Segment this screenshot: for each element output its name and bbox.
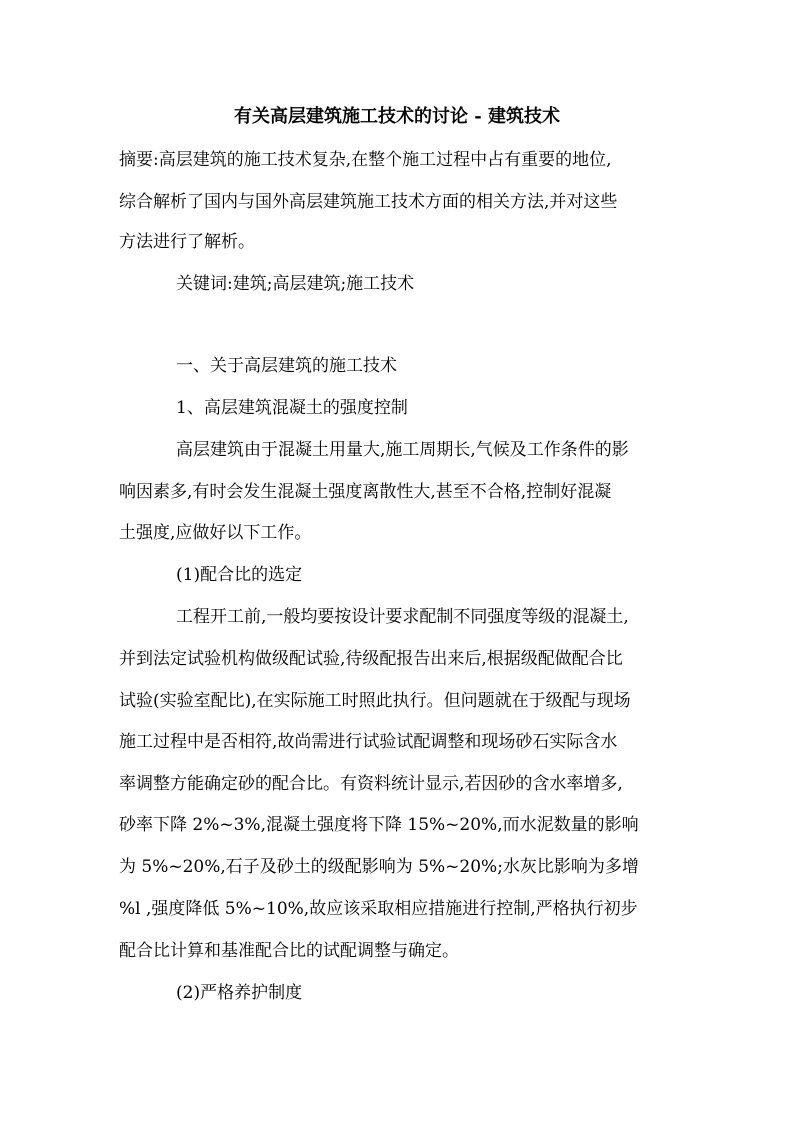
paragraph-line: 率调整方能确定砂的配合比。有资料统计显示,若因砂的含水率增多, — [119, 774, 623, 794]
section-heading: 一、关于高层建筑的施工技术 — [176, 356, 397, 376]
paragraph-line: 土强度,应做好以下工作。 — [119, 523, 312, 543]
paragraph-line: 砂率下降 2%~3%,混凝土强度将下降 15%~20%,而水泥数量的影响 — [119, 815, 639, 835]
paragraph-line: %l ,强度降低 5%~10%,故应该采取相应措施进行控制,严格执行初步 — [119, 899, 638, 919]
paragraph-line: 高层建筑由于混凝土用量大,施工周期长,气候及工作条件的影 — [176, 440, 629, 460]
paragraph-line: 响因素多,有时会发生混凝土强度离散性大,甚至不合格,控制好混凝 — [119, 482, 612, 502]
item-heading-1: (1)配合比的选定 — [176, 565, 303, 585]
abstract-line-3: 方法进行了解析。 — [119, 232, 255, 252]
subsection-heading: 1、高层建筑混凝土的强度控制 — [176, 398, 408, 418]
paragraph-line: 配合比计算和基准配合比的试配调整与确定。 — [119, 941, 459, 961]
paragraph-line: 工程开工前,一般均要按设计要求配制不同强度等级的混凝土, — [176, 607, 629, 627]
keywords-line: 关键词:建筑;高层建筑;施工技术 — [176, 274, 415, 294]
abstract-line-1: 摘要:高层建筑的施工技术复杂,在整个施工过程中占有重要的地位, — [119, 150, 612, 170]
abstract-line-2: 综合解析了国内与国外高层建筑施工技术方面的相关方法,并对这些 — [119, 192, 618, 212]
item-heading-2: (2)严格养护制度 — [176, 983, 303, 1003]
paragraph-line: 试验(实验室配比),在实际施工时照此执行。但问题就在于级配与现场 — [119, 691, 631, 711]
paragraph-line: 并到法定试验机构做级配试验,待级配报告出来后,根据级配做配合比 — [119, 649, 623, 669]
paragraph-line: 施工过程中是否相符,故尚需进行试验试配调整和现场砂石实际含水 — [119, 732, 618, 752]
document-title: 有关高层建筑施工技术的讨论 - 建筑技术 — [233, 106, 560, 127]
paragraph-line: 为 5%~20%,石子及砂土的级配影响为 5%~20%;水灰比影响为多增 — [119, 857, 639, 877]
